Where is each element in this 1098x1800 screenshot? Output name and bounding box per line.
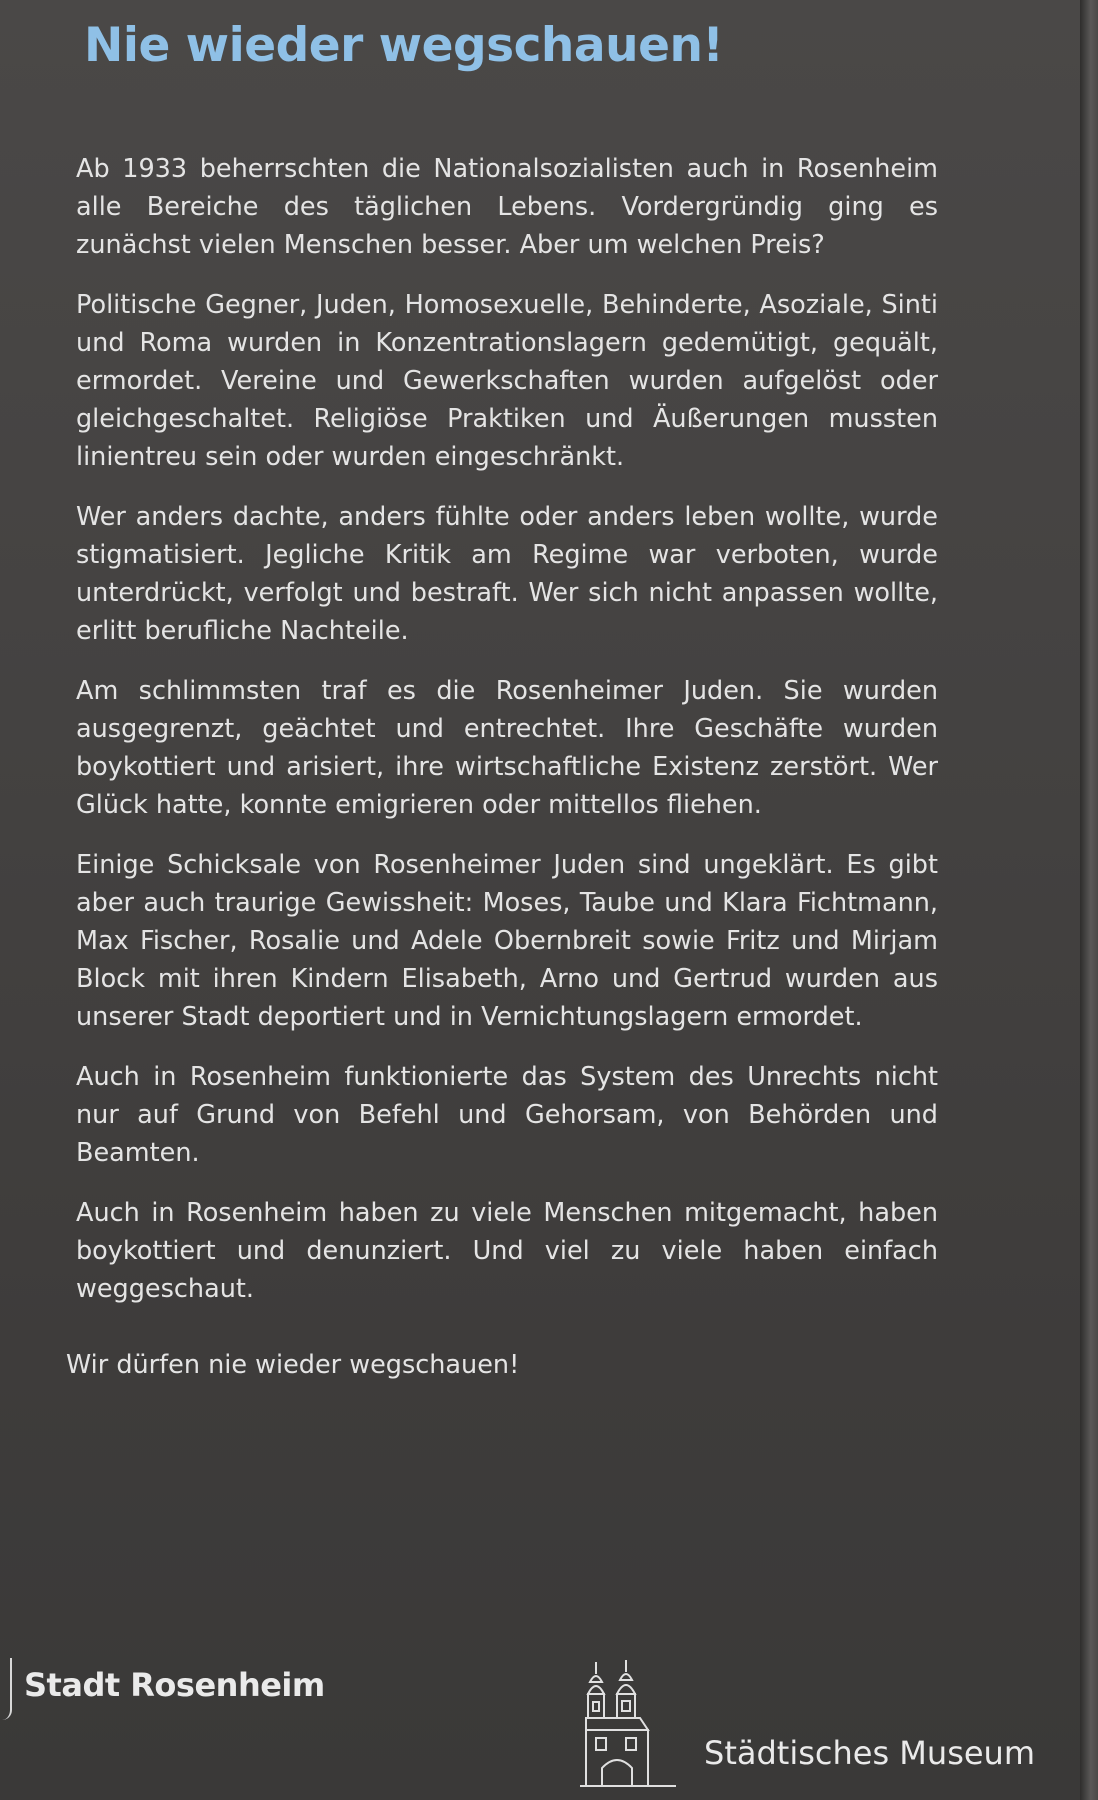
body-text [76,150,938,1330]
paragraph-2: Politische Gegner, Juden, Homosexuelle, Behinderte, Asoziale, Sinti und Roma wurden in Konzentrationslagern gedemütigt, gequält, ermordet. Vereine und Gewerkschaften wurden aufgelöst oder gleichgeschaltet. Religiöse Praktiken und Äußerungen mussten linientreu sein oder wurden eingeschränkt. [76,290,938,472]
city-logo [0,1658,325,1728]
page-title: Nie wieder wegschauen! [84,18,724,73]
paragraph-6: Auch in Rosenheim funktionierte das System des Unrechts nicht nur auf Grund von Befehl und Gehorsam, von Behörden und Beamten. [76,1062,938,1168]
city-crest-icon [0,1658,12,1720]
museum-logo [580,1660,1035,1790]
paragraph-5: Einige Schicksale von Rosenheimer Juden sind ungeklärt. Es gibt aber auch traurige Gewissheit: Moses, Taube und Klara Fichtmann, Max Fischer, Rosalie und Adele Obernbreit sowie Fritz und Mirjam Block mit ihren Kindern Elisabeth, Arno und Gertrud wurden aus unserer Stadt deportiert und in Vernichtungslagern ermordet. [76,850,938,1032]
paragraph-1: Ab 1933 beherrschten die Nationalsozialisten auch in Rosenheim alle Bereiche des täglichen Lebens. Vordergründig ging es zunächst vielen Menschen besser. Aber um welchen Preis? [76,154,938,260]
paragraph-3: Wer anders dachte, anders fühlte oder anders leben wollte, wurde stigmatisiert. Jegliche Kritik am Regime war verboten, wurde unterdrückt, verfolgt und bestraft. Wer sich nicht anpassen wollte, erlitt berufliche Nachteile. [76,502,938,646]
museum-building-icon [580,1660,680,1790]
paragraph-4: Am schlimmsten traf es die Rosenheimer Juden. Sie wurden ausgegrenzt, geächtet und entrechtet. Ihre Geschäfte wurden boykottiert und arisiert, ihre wirtschaftliche Existenz zerstört. Wer Glück hatte, konnte emigrieren oder mittellos fliehen. [76,676,938,820]
closing-statement: Wir dürfen nie wieder wegschauen! [66,1350,520,1380]
city-name: Stadt Rosenheim [24,1666,325,1704]
museum-name: Städtisches Museum [704,1734,1035,1772]
paragraph-7: Auch in Rosenheim haben zu viele Menschen mitgemacht, haben boykottiert und denunziert. Und viel zu viele haben einfach weggeschaut. [76,1198,938,1304]
panel-edge [1080,0,1098,1800]
